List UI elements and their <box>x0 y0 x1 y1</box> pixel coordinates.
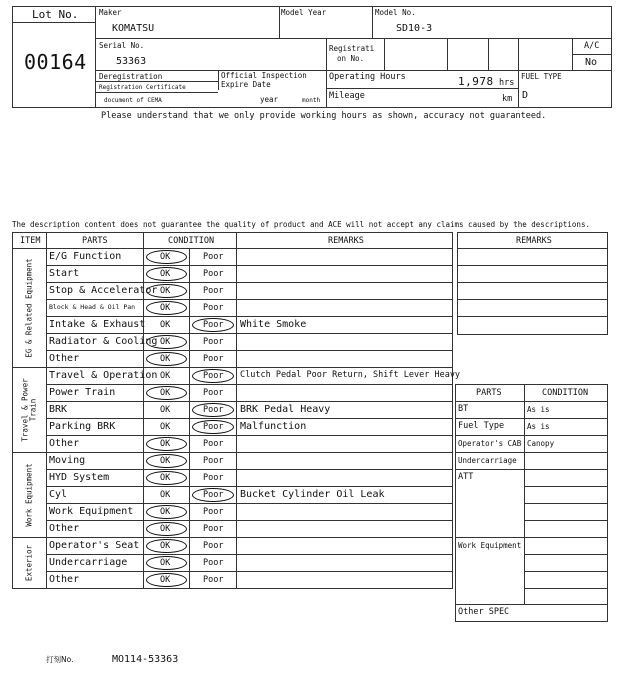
ok-option: OK <box>160 286 171 296</box>
row-part: Moving <box>49 455 86 466</box>
ok-option: OK <box>160 354 171 364</box>
side-part-undercarriage: Undercarriage <box>458 456 517 465</box>
group-divider <box>12 452 453 453</box>
condition-circle <box>192 403 234 417</box>
row-divider <box>46 571 453 572</box>
condition-circle <box>146 573 187 587</box>
ok-option: OK <box>160 371 171 381</box>
condition-circle <box>146 471 187 485</box>
serial-no: 53363 <box>116 56 147 67</box>
row-part: Start <box>49 268 80 279</box>
row-divider <box>46 486 453 487</box>
poor-option: Poor <box>203 337 224 347</box>
condition-circle <box>192 488 234 502</box>
ok-option: OK <box>160 320 171 330</box>
ok-option: OK <box>160 507 171 517</box>
condition-circle <box>146 505 187 519</box>
month-label: month <box>302 97 321 104</box>
model-year-label: Model Year <box>281 8 327 17</box>
year-label: year <box>260 95 279 104</box>
side-parts-label: PARTS <box>476 388 502 398</box>
row-divider <box>46 265 453 266</box>
col-remarks: REMARKS <box>328 236 364 246</box>
condition-circle <box>146 250 187 264</box>
condition-circle <box>146 539 187 553</box>
serial-no-label: Serial No. <box>99 41 145 50</box>
model-no: SD10-3 <box>396 23 433 34</box>
condition-circle <box>146 386 187 400</box>
row-part: Parking BRK <box>49 421 116 432</box>
ok-option: OK <box>160 303 171 313</box>
condition-circle <box>146 267 187 281</box>
col-item: ITEM <box>20 236 41 246</box>
row-part: Radiator & Cooling <box>49 336 158 347</box>
cema-label: document of CEMA <box>104 97 162 104</box>
group-divider <box>12 367 453 368</box>
row-divider <box>46 350 453 351</box>
poor-option: Poor <box>203 320 224 330</box>
row-divider <box>46 469 453 470</box>
row-part: Work Equipment <box>49 506 134 517</box>
registration-label-2: on No. <box>337 54 365 63</box>
col-parts: PARTS <box>82 236 108 246</box>
row-remark: White Smoke <box>240 319 307 330</box>
operating-hours: 1,978 <box>458 75 494 88</box>
side-part-operator-cab: Operator's CAB <box>458 439 522 448</box>
ok-option: OK <box>160 252 171 262</box>
row-divider <box>46 418 453 419</box>
condition-circle <box>146 522 187 536</box>
row-part: Operator's Seat <box>49 540 140 551</box>
hours-notice: Please understand that we only provide working hours as shown, accuracy not guaranteed. <box>101 111 547 121</box>
ok-option: OK <box>160 405 171 415</box>
side-part-other-spec: Other SPEC <box>458 607 510 617</box>
row-remark: BRK Pedal Heavy <box>240 404 331 415</box>
ok-option: OK <box>160 558 171 568</box>
ok-option: OK <box>160 388 171 398</box>
side-part-fuel-type: Fuel Type <box>458 421 505 431</box>
ok-option: OK <box>160 456 171 466</box>
poor-option: Poor <box>203 371 224 381</box>
ok-option: OK <box>160 439 171 449</box>
ac-value: No <box>585 57 598 68</box>
ok-option: OK <box>160 269 171 279</box>
side-part-att: ATT <box>458 472 474 482</box>
km-unit: km <box>502 94 513 104</box>
fuel-type: D <box>522 90 529 101</box>
poor-option: Poor <box>203 439 224 449</box>
poor-option: Poor <box>203 303 224 313</box>
poor-option: Poor <box>203 456 224 466</box>
disclaimer: The description content does not guarantee the quality of product and ACE will not accept any claims caused by the descriptions. <box>12 220 590 229</box>
lot-no: 00164 <box>24 50 87 74</box>
side-remarks-label: REMARKS <box>516 236 552 246</box>
condition-circle <box>192 420 234 434</box>
registration-certificate-label: Registration Certificate <box>99 84 186 91</box>
side-condition-label: CONDITION <box>542 388 589 398</box>
poor-option: Poor <box>203 524 224 534</box>
row-remark: Clutch Pedal Poor Return, Shift Lever Heavy <box>240 370 461 380</box>
row-divider <box>46 299 453 300</box>
poor-option: Poor <box>203 286 224 296</box>
row-remark: Bucket Cylinder Oil Leak <box>240 489 385 500</box>
poor-option: Poor <box>203 269 224 279</box>
row-divider <box>46 282 453 283</box>
row-divider <box>46 384 453 385</box>
row-divider <box>46 503 453 504</box>
maker: KOMATSU <box>112 23 155 34</box>
deregistration-label: Deregistration <box>99 72 163 81</box>
model-no-label: Model No. <box>375 8 416 17</box>
condition-circle <box>146 437 187 451</box>
side-cond-bt: As is <box>527 405 550 414</box>
condition-circle <box>146 352 187 366</box>
poor-option: Poor <box>203 507 224 517</box>
condition-circle <box>146 335 187 349</box>
row-part: Other <box>49 574 80 585</box>
row-part: Undercarriage <box>49 557 128 568</box>
row-part: Stop & Accelerator <box>49 285 158 296</box>
poor-option: Poor <box>203 252 224 262</box>
side-cond-operator-cab: Canopy <box>527 439 555 448</box>
row-divider <box>46 554 453 555</box>
condition-circle <box>146 556 187 570</box>
condition-circle <box>146 301 187 315</box>
ok-option: OK <box>160 541 171 551</box>
condition-circle <box>146 284 187 298</box>
row-divider <box>46 401 453 402</box>
group-label: Travel & Power Train <box>20 377 37 442</box>
ac-label: A/C <box>584 41 600 51</box>
poor-option: Poor <box>203 541 224 551</box>
registration-label: Registrati <box>329 44 375 53</box>
operating-hours-label: Operating Hours <box>329 72 406 82</box>
row-part: Other <box>49 353 80 364</box>
lot-no-label: Lot No. <box>32 8 79 21</box>
inspection-label-2: Expire Date <box>221 80 271 89</box>
row-divider <box>46 435 453 436</box>
ok-option: OK <box>160 337 171 347</box>
poor-option: Poor <box>203 490 224 500</box>
group-label: EG & Related Equipment <box>24 257 34 358</box>
fuel-type-label: FUEL TYPE <box>521 72 562 81</box>
row-divider <box>46 333 453 334</box>
poor-option: Poor <box>203 422 224 432</box>
side-part-work-equipment: Work Equipment <box>458 541 522 550</box>
row-divider <box>46 520 453 521</box>
poor-option: Poor <box>203 405 224 415</box>
poor-option: Poor <box>203 473 224 483</box>
row-part: Block & Head & Oil Pan <box>49 303 136 311</box>
group-label: Work Equipment <box>24 462 34 527</box>
stamp-label: 打刻No. <box>46 655 74 664</box>
side-cond-fuel-type: As is <box>527 422 550 431</box>
row-part: Travel & Operation <box>49 370 158 381</box>
group-divider <box>12 537 453 538</box>
stamp-no: MO114-53363 <box>112 654 179 665</box>
poor-option: Poor <box>203 575 224 585</box>
poor-option: Poor <box>203 558 224 568</box>
ok-option: OK <box>160 422 171 432</box>
condition-circle <box>146 454 187 468</box>
row-part: E/G Function <box>49 251 122 262</box>
poor-option: Poor <box>203 388 224 398</box>
ok-option: OK <box>160 490 171 500</box>
row-part: Other <box>49 523 80 534</box>
maker-label: Maker <box>99 8 122 17</box>
condition-circle <box>192 369 234 383</box>
ok-option: OK <box>160 473 171 483</box>
ok-option: OK <box>160 524 171 534</box>
side-part-bt: BT <box>458 404 469 414</box>
inspection-label: Official Inspection <box>221 71 307 80</box>
row-part: BRK <box>49 404 68 415</box>
hrs-unit: hrs <box>499 78 515 88</box>
row-part: HYD System <box>49 472 110 483</box>
row-divider <box>46 316 453 317</box>
row-part: Power Train <box>49 387 116 398</box>
mileage-label: Mileage <box>329 91 365 101</box>
col-condition: CONDITION <box>168 236 215 246</box>
row-part: Intake & Exhaust <box>49 319 146 330</box>
row-part: Other <box>49 438 80 449</box>
condition-circle <box>192 318 234 332</box>
row-remark: Malfunction <box>240 421 307 432</box>
row-part: Cyl <box>49 489 68 500</box>
poor-option: Poor <box>203 354 224 364</box>
group-label: Exterior <box>24 544 34 581</box>
ok-option: OK <box>160 575 171 585</box>
